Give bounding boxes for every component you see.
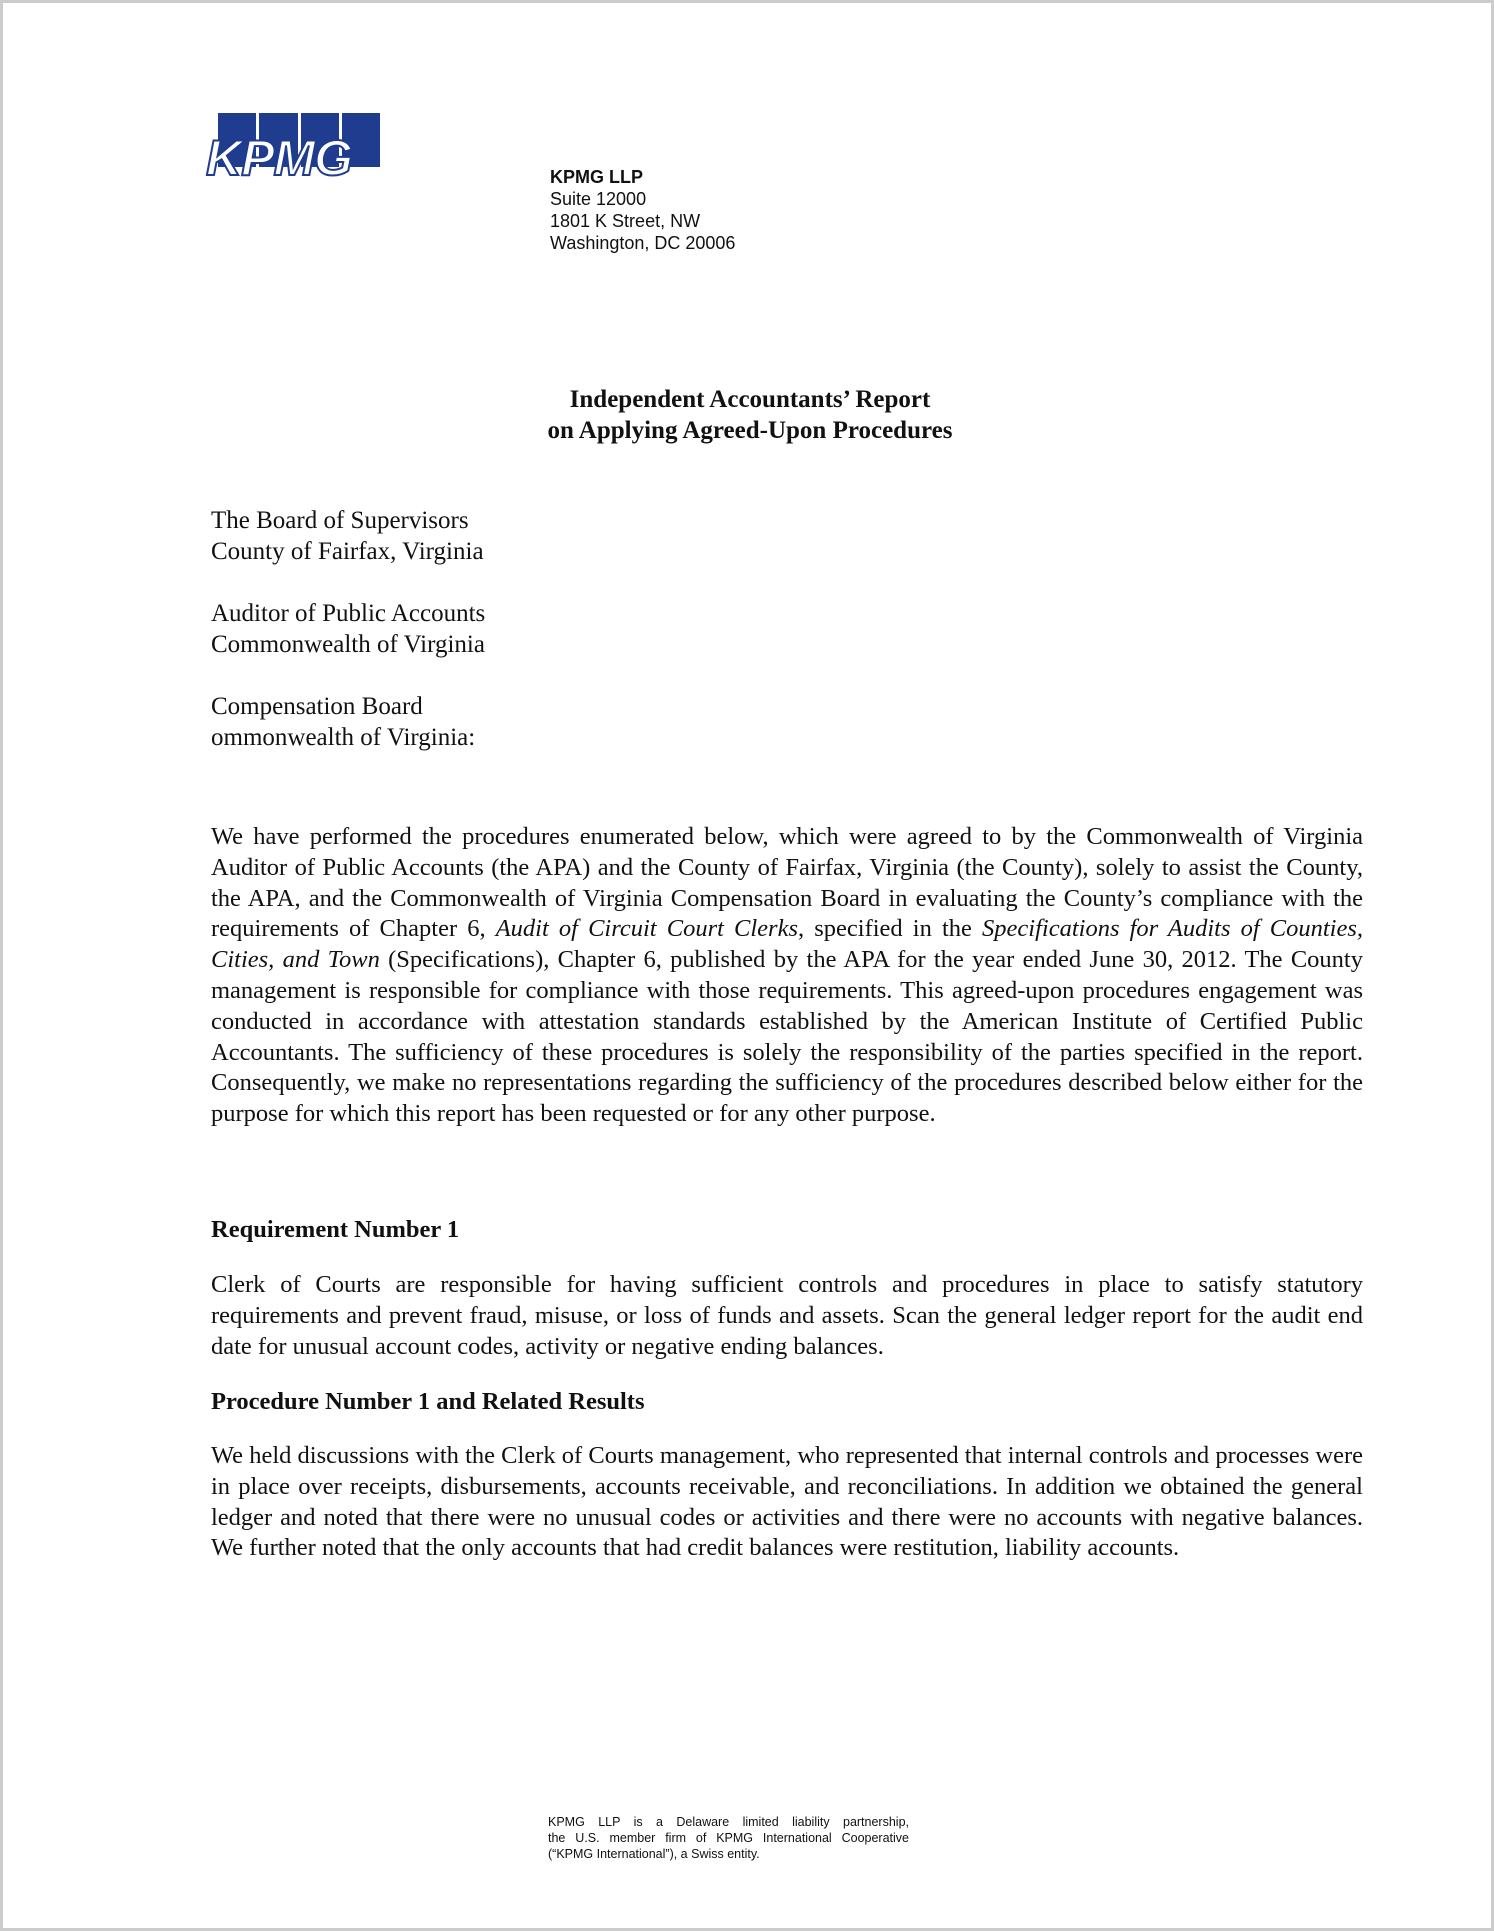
footer-line: KPMG LLP is a Delaware limited liability partnership, xyxy=(548,1815,909,1829)
address-line: Washington, DC 20006 xyxy=(550,233,736,253)
footer-line: the U.S. member firm of KPMG International Cooperative xyxy=(548,1831,909,1845)
footer-disclaimer xyxy=(548,1814,909,1862)
addressee-line: Commonwealth of Virginia xyxy=(211,631,485,658)
addressee xyxy=(211,598,485,660)
logo-wordmark: KPMG xyxy=(206,130,352,186)
intro-text: (Specifications), Chapter 6, published by the APA for the year ended June 30, 2012. The County management is responsible for compliance with those requirements. This agreed-upon procedures engagement was conducted in accordance with attestation standards established by the American Institute of Certified Public Accountants. The sufficiency of these procedures is solely the responsibility of the parties specified in the report. Consequently, we make no representations regarding the sufficiency of the procedures described below either for the purpose for which this report has been requested or for any other purpose. xyxy=(211,946,1363,1128)
intro-italic-title: Audit of Circuit Court Clerks xyxy=(495,915,798,943)
addressees xyxy=(211,505,485,784)
firm-name: KPMG LLP xyxy=(550,167,643,187)
firm-address xyxy=(550,166,735,254)
procedure-text: We held discussions with the Clerk of Courts management, who represented that internal controls and processes were in place over receipts, disbursements, accounts receivable, and reconciliations. In addition we obtained the general ledger and noted that there were no unusual codes or activities and there were no accounts with negative balances. We further noted that the only accounts that had credit balances were restitution, liability accounts. xyxy=(211,1442,1363,1562)
intro-paragraph xyxy=(211,822,1363,1130)
kpmg-logo xyxy=(206,111,386,185)
title-line: Independent Accountants’ Report xyxy=(569,386,931,413)
report-title xyxy=(3,384,1494,446)
addressee xyxy=(211,505,485,567)
addressee-line: County of Fairfax, Virginia xyxy=(211,538,484,565)
procedure-heading: Procedure Number 1 and Related Results xyxy=(211,1388,645,1415)
footer-line: (“KPMG International”), a Swiss entity. xyxy=(548,1847,760,1861)
intro-italic-title: Specifications for Audits of Counties, Cities, and Town xyxy=(211,915,1364,974)
intro-text: , specified in the xyxy=(798,915,983,943)
address-line: Suite 12000 xyxy=(550,189,647,209)
requirement-text: Clerk of Courts are responsible for having sufficient controls and procedures in place to satisfy statutory requirements and prevent fraud, misuse, or loss of funds and assets. Scan the general ledger report for the audit end date for unusual account codes, activity or negative ending balances. xyxy=(211,1271,1363,1360)
addressee xyxy=(211,691,485,753)
title-line: on Applying Agreed-Upon Procedures xyxy=(547,417,953,444)
intro-text: We have performed the procedures enumerated below, which were agreed to by the Commonwealth of Virginia Auditor of Public Accounts (the APA) and the County of Fairfax, Virginia (the County), solely to assist the County, the APA, and the Commonwealth of Virginia Compensation Board in evaluating the County’s compliance with the requirements of Chapter 6, xyxy=(211,823,1363,943)
requirement-heading: Requirement Number 1 xyxy=(211,1216,460,1243)
addressee-line: The Board of Supervisors xyxy=(211,507,469,534)
addressee-line: Auditor of Public Accounts xyxy=(211,600,486,627)
address-line: 1801 K Street, NW xyxy=(550,211,701,231)
addressee-line: ommonwealth of Virginia: xyxy=(211,724,476,751)
addressee-line: Compensation Board xyxy=(211,693,423,720)
